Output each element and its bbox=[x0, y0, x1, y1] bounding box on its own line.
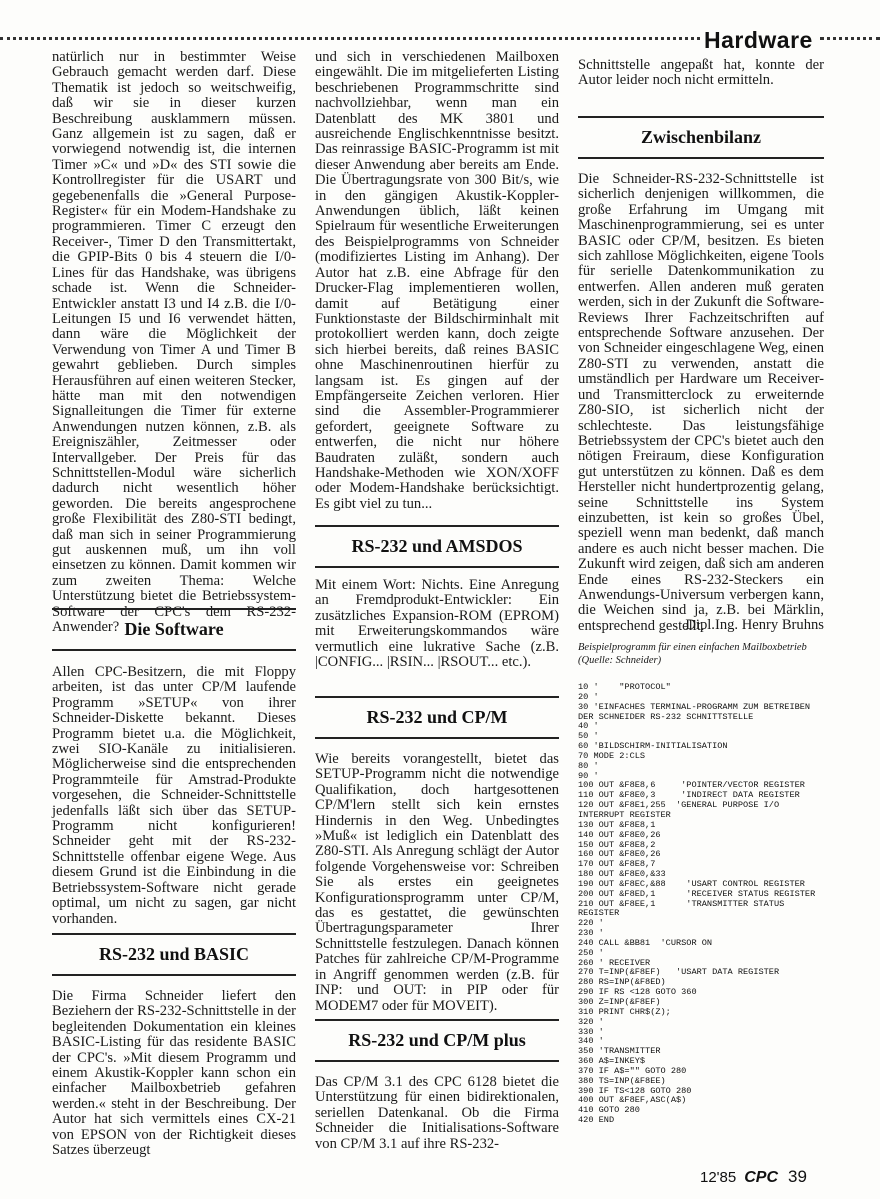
basic-program-listing: 10 ' "PROTOCOL" 20 ' 30 'EINFACHES TERMINAL-PROGRAMM ZUM BETREIBEN DER SCHNEIDER RS-232 SCHNITTSTELLE 40 ' 50 ' 60 'BILDSCHIRM-INITIALISATION 70 MODE 2:CLS 80 ' 90 ' 100 OUT &F8E8,6 'POINTER/VECTOR REGISTER 110 OUT &F8E0,3 'INDIRECT DATA REGISTER 120 OUT &F8E1,255 'GENERAL PURPOSE I/O INTERRUPT REGISTER 130 OUT &F8E8,1 140 OUT &F8E0,26 150 OUT &F8E8,2 160 OUT &F8E0,26 170 OUT &F8E8,7 180 OUT &F8E0,&33 190 OUT &F8EC,&88 'USART CONTROL REGISTER 200 OUT &F8ED,1 'RECEIVER STATUS REGISTER 210 OUT &F8EE,1 'TRANSMITTER STATUS REGISTER 220 ' 230 ' 240 CALL &BB81 'CURSOR ON 250 ' 260 ' RECEIVER 270 T=INP(&F8EF) 'USART DATA REGISTER 280 RS=INP(&F8ED) 290 IF RS <128 GOTO 360 300 Z=INP(&F8EF) 310 PRINT CHR$(Z); 320 ' 330 ' 340 ' 350 'TRANSMITTER 360 A$=INKEY$ 370 IF A$="" GOTO 280 380 TS=INP(&F8EE) 390 IF TS<128 GOTO 280 400 OUT &F8EF,ASC(A$) 410 GOTO 280 420 END bbox=[578, 682, 816, 1126]
paragraph: Schnittstelle angepaßt hat, konnte der Autor leider noch nicht ermitteln. bbox=[578, 57, 824, 89]
column-3-text-block-2 bbox=[578, 172, 824, 634]
issue-date: 12'85 bbox=[700, 1169, 737, 1186]
heading-rs232-amsdos: RS-232 und AMSDOS bbox=[315, 525, 559, 568]
heading-rs232-cpm-plus: RS-232 und CP/M plus bbox=[315, 1019, 559, 1062]
paragraph: Wie bereits vorangestellt, bietet das SETUP-Programm nicht die notwendige Qualifikation, doch hartgesottenen CP/M'lern stellt sich kein ernstes Hindernis in den Weg. Unbedingtes »Muß« ist lediglich ein Datenblatt des Z80-STI. Als Anregung schlägt der Autor folgende Vorgehensweise vor: Schreiben Sie als erstes ein geeignetes Konfigurationsprogramm unter CP/M, das es gestattet, die gewünschten Übertragungsparameter Ihrer Schnittstelle festzulegen. Danach können Patches für zahlreiche CP/M-Programme in Angriff genommen werden (z.B. für INP: und OUT: in PIP oder für MODEM7 oder für MOVEIT). bbox=[315, 751, 559, 1014]
page-number: 39 bbox=[788, 1167, 807, 1186]
page-footer bbox=[700, 1167, 807, 1187]
magazine-logo: CPC bbox=[744, 1169, 779, 1186]
paragraph: natürlich nur in bestimmter Weise Gebrauch gemacht werden darf. Diese Thematik ist jedoch so weitschweifig, daß wir sie in dieser kurzen Beschreibung ausklammern müssen. Ganz allgemein ist zu sagen, daß er vorwiegend notwendig ist, die internen Timer »C« und »D« des STI sowie die Kontrollregister für die USART und gegebenenfalls die »General Purpose-Register« für ein Modem-Handshake zu programmieren. Timer C erzeugt den Receiver-, Timer D den Transmittertakt, die GPIP-Bits 0 bis 4 steuern die I/0-Lines für das Handshake, was übrigens schade ist. Wenn die Schneider-Entwickler anstatt I3 und I4 z.B. die I/0-Leitungen I5 und I6 verwendet hätten, dann wäre die Möglichkeit der Verwendung von Timer A und Timer B gewahrt geblieben. Durch simples Herausführen auf einen weiteren Stecker, hätte man mit den notwendigen Signalleitungen die Timer für externe Anwendungen nutzen können, z.B. als Ereigniszähler, Zeitmesser oder Intervallgeber. Der Preis für das Schnittstellen-Modul wäre sicherlich dadurch nicht wesentlich höher geworden. Die bereits angesprochene große Flexibilität des Z80-STI bedingt, daß man sich in seiner Programmierung gut auskennen muß, um ihn voll einsetzen zu können. Damit kommen wir zum zweiten Thema: Welche Unterstützung bietet die Betriebssystem-Software der CPC's dem RS-232-Anwender? bbox=[52, 49, 296, 636]
section-title: Hardware bbox=[704, 27, 813, 53]
header-dotted-rule-left bbox=[0, 37, 700, 40]
listing-caption: Beispielprogramm für einen einfachen Mailboxbetrieb (Quelle: Schneider) bbox=[578, 642, 807, 666]
paragraph: Die Firma Schneider liefert den Beziehern der RS-232-Schnittstelle in der begleitenden Dokumentation ein kleines BASIC-Listing für das residente BASIC der CPC's. »Mit diesem Programm und einem Akustik-Koppler kann schon ein einfacher Mailboxbetrieb gefahren werden.« steht in der Beschreibung. Der Autor hat sich vermittels eines CX-21 von EPSON von der Richtigkeit dieses Satzes überzeugt bbox=[52, 988, 296, 1159]
column-2-text-block-3 bbox=[315, 752, 559, 1014]
heading-rs232-basic: RS-232 und BASIC bbox=[52, 933, 296, 976]
paragraph: und sich in verschiedenen Mailboxen eingewählt. Die im mitgelieferten Listing beschriebenen Programmschritte sind nachvollziehbar, wenn man ein Datenblatt des MK 3801 und ausreichende Englischkenntnisse besitzt. Das reinrassige BASIC-Programm ist mit dieser Anwendung aber bereits am Ende. Die Übertragungsrate von 300 Bit/s, wie in den gängigen Akustik-Koppler-Anwendungen üblich, läßt keinen Spielraum für wesentliche Erweiterungen des Beispielprogramms von Schneider (modifiziertes Listing im Anhang). Der Autor hat z.B. eine Abfrage für den Drucker-Flag implementieren wollen, damit auf Betätigung einer Funktionstaste der Bildschirminhalt mit protokolliert werden kann, doch zeigte sich hierbei bereits, daß reines BASIC ohne Maschinenroutinen hierfür zu langsam ist. Es gingen auf der Empfängerseite Zeichen verloren. Hier sind die Assembler-Programmierer gefordert, geeignete Software zu entwerfen, die nicht nur höhere Baudraten zuläßt, sondern auch Handshake-Methoden wie XON/XOFF oder Modem-Handshake berücksichtigt. Es gibt viel zu tun... bbox=[315, 49, 559, 512]
paragraph: Allen CPC-Besitzern, die mit Floppy arbeiten, ist das unter CP/M laufende Programm »SETUP« von ihrer Schneider-Diskette bekannt. Dieses Programm bietet u.a. die Möglichkeit, zwei SIO-Kanäle zu initialisieren. Möglicherweise sind die entsprechenden Programmteile für Amstrad-Produkte vorgesehen, die Schneider-Schnittstelle jedenfalls läßt sich über das SETUP-Programm nicht konfigurieren! Schneider geht mit der RS-232-Schnittstelle offenbar eigene Wege. Aus diesem Grund ist die Einbindung in die Betriebssystem-Software nicht gerade optimal, um nicht zu sagen, gar nicht vorhanden. bbox=[52, 664, 296, 927]
heading-zwischenbilanz: Zwischenbilanz bbox=[578, 116, 824, 159]
heading-die-software: Die Software bbox=[52, 608, 296, 651]
column-1-text-block-3 bbox=[52, 989, 296, 1158]
column-2-text-block-4 bbox=[315, 1075, 559, 1152]
column-2-text-block-1 bbox=[315, 50, 559, 512]
column-2-text-block-2 bbox=[315, 578, 559, 670]
heading-rs232-cpm: RS-232 und CP/M bbox=[315, 696, 559, 739]
column-1-text-block-2 bbox=[52, 665, 296, 927]
column-1-text-block-1 bbox=[52, 50, 296, 635]
author-signature: Dipl.Ing. Henry Bruhns bbox=[685, 617, 824, 633]
column-3-text-block-1 bbox=[578, 58, 824, 89]
header-dotted-rule-right bbox=[820, 37, 880, 40]
paragraph: Die Schneider-RS-232-Schnittstelle ist sicherlich denjenigen willkommen, die große Erfahrung im Umgang mit Maschinenprogrammierung, sei es unter BASIC oder CP/M, besitzen. Es bieten sich zahllose Möglichkeiten, eigene Tools für serielle Datenkommunikation zu entwerfen. Allen anderen muß geraten werden, sich in der Zukunft die Software-Reviews Ihrer Fachzeitschriften auf entsprechende Software anzusehen. Der von Schneider eingeschlagene Weg, einen Z80-STI zu verwenden, anstatt die umständlich per Hardware um Receiver- und Transmitterclock zu erweiternde Z80-SIO, ist sicherlich nicht der schlechteste. Das leistungsfähige Betriebssystem der CPC's bietet auch den nötigen Freiraum, diese Konfiguration gut unterstützen zu können. Daß es dem Hersteller nicht hundertprozentig gelang, seine Schnittstelle ins System einzubetten, ist kein so großes Übel, speziell wenn man bedenkt, daß manch andere es auch nicht besser machen. Die Zukunft wird zeigen, daß sich am anderen Ende eines RS-232-Steckers ein Anwendungs-Universum verbergen kann, die Weichen sind ja, z.B. bei Märklin, entsprechend gestellt. bbox=[578, 171, 824, 634]
paragraph: Mit einem Wort: Nichts. Eine Anregung an Fremdprodukt-Entwickler: Ein zusätzliches Expansion-ROM (EPROM) mit Erweiterungskommandos wäre vermutlich eine lukrative Sache (z.B. |CONFIG... |RSIN... |RSOUT... etc.). bbox=[315, 577, 559, 671]
paragraph: Das CP/M 3.1 des CPC 6128 bietet die Unterstützung für einen bidirektionalen, seriellen Datenkanal. Ob die Firma Schneider die Initialisations-Software von CP/M 3.1 auf ihre RS-232- bbox=[315, 1074, 559, 1152]
